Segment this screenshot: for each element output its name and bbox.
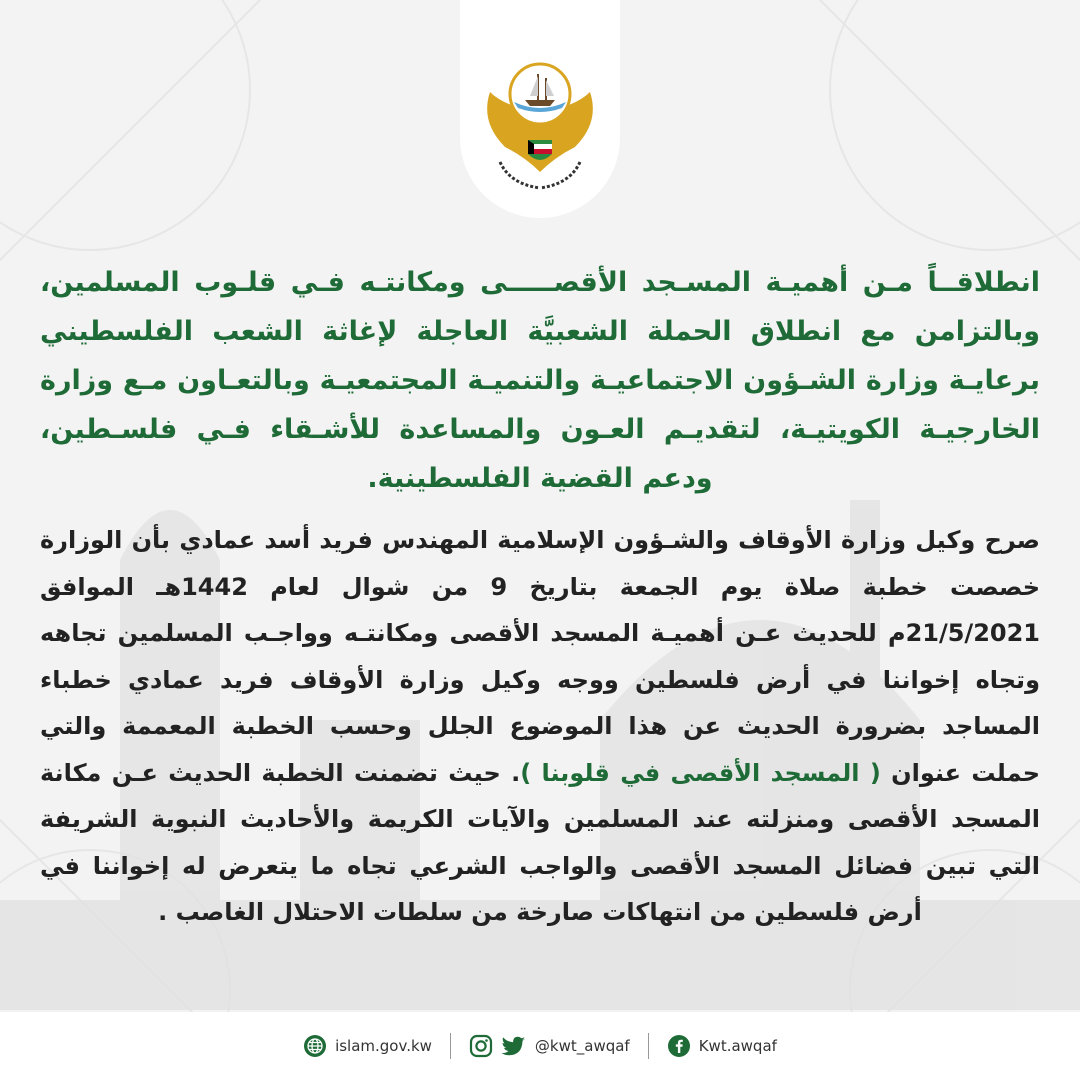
body-text-part2: . حيث تضمنت الخطبة الحديث عـن مكانة المسجد الأقصى ومنزلته عند المسلمين والآيات الكريمة والأحاديث النبوية الشريفة التي تبين فضائل المسجد الأقصى والواجب الشرعي تجاه ما يتعرض له إخواننا في أرض فلسطين من انتهاكات صارخة من سلطات الاحتلال الغاصب .	[40, 758, 1040, 926]
twitter-icon[interactable]	[501, 1034, 527, 1058]
intro-paragraph: انطلاقــاً مـن أهميـة المسـجد الأقصـــــى ومكانتـه فـي قلـوب المسلمين، وبالتزامن مع انطلاق الحملة الشعبيَّة العاجلة لإغاثة الشعب الفلسطيني برعايـة وزارة الشـؤون الاجتماعيـة والتنميـة المجتمعيـة وبالتعـاون مـع وزارة الخارجيـة الكويتيـة، لتقديـم العـون والمساعدة للأشـقاء فـي فلسـطين، ودعم القضية الفلسطينية.	[40, 267, 1040, 494]
ministry-logo-badge	[460, 0, 620, 218]
footer-divider	[450, 1033, 451, 1059]
social-footer	[0, 1012, 1080, 1080]
website-link[interactable]	[303, 1034, 432, 1058]
facebook-icon	[667, 1034, 691, 1058]
social-handles[interactable]	[469, 1034, 630, 1058]
body-paragraph	[40, 517, 1040, 936]
instagram-icon[interactable]	[469, 1034, 493, 1058]
sermon-title: ( المسجد الأقصى في قلوبنا )	[520, 758, 881, 787]
ministry-emblem-icon	[480, 52, 600, 192]
footer-divider	[648, 1033, 649, 1059]
globe-icon	[303, 1034, 327, 1058]
body-text-part1: صرح وكيل وزارة الأوقاف والشـؤون الإسلامية المهندس فريد أسد عمادي بأن الوزارة خصصت خطبة صلاة يوم الجمعة بتاريخ 9 من شوال لعام 1442هـ الموافق 21/5/2021م للحديث عـن أهميـة المسجد الأقصى ومكانتـه وواجـب المسلمين تجاهه وتجاه إخواننا في أرض فلسطين ووجه وكيل وزارة الأوقاف فريد عمادي خطباء المساجد بضرورة الحديث عن هذا الموضوع الجلل وحسب الخطبة المعممة والتي حملت عنوان	[40, 526, 1040, 787]
twitter-handle: @kwt_awqaf	[534, 1037, 630, 1055]
facebook-handle: Kwt.awqaf	[698, 1037, 777, 1055]
website-text: islam.gov.kw	[335, 1037, 432, 1055]
facebook-link[interactable]	[667, 1034, 777, 1058]
